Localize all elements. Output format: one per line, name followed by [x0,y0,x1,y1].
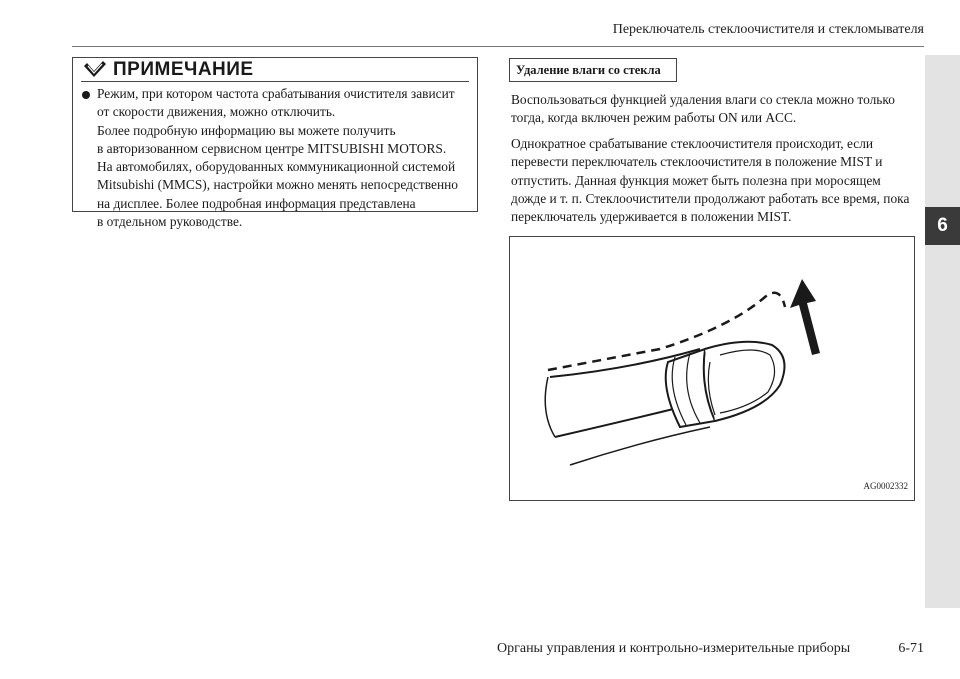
chapter-side-strip [925,55,960,608]
note-check-icon [83,60,107,80]
note-body [97,85,469,231]
note-line: Режим, при котором частота срабатывания очистителя зависит [97,86,455,101]
paragraph-line: Воспользоваться функцией удаления влаги со стекла можно только [511,92,895,107]
paragraph-line: Однократное срабатывание стеклоочистителя происходит, если [511,136,874,151]
note-line: на дисплее. Более подробная информация представлена [97,195,416,211]
chapter-tab: 6 [925,207,960,245]
paragraph-line: тогда, когда включен режим работы ON или ACC. [511,110,797,126]
note-line: в авторизованном сервисном центре MITSUBISHI MOTORS. [97,140,447,156]
note-box [72,57,478,230]
lever-shadow-edge [570,427,710,465]
note-header [83,60,254,80]
note-divider [81,81,469,82]
wiper-lever-figure [509,236,915,501]
up-arrow-icon [790,279,820,355]
running-header: Переключатель стеклоочистителя и стекломывателя [612,22,924,37]
section-paragraph-2 [511,135,916,226]
page-number: 6-71 [898,641,924,656]
section-paragraph-1 [511,91,916,128]
note-line: На автомобилях, оборудованных коммуникационной системой [97,159,456,175]
paragraph-line: отпустить. Данная функция может быть полезна при моросящем [511,172,881,188]
paragraph-line: дожде и т. п. Стеклоочистители продолжают работать все время, пока [511,190,910,206]
note-line: в отдельном руководстве. [97,214,243,230]
note-title: ПРИМЕЧАНИЕ [113,59,254,80]
wiper-lever-illustration [510,237,916,502]
lever-lower-edge [555,405,690,437]
note-line: Mitsubishi (MMCS), настройки можно менять непосредственно [97,177,458,193]
header-rule [72,46,924,47]
note-line: Более подробную информацию вы можете получить [97,122,396,138]
section-heading: Удаление влаги со стекла [509,58,677,82]
figure-code: AG0002332 [863,481,908,491]
paragraph-line: переключатель удерживается в положении MIST. [511,209,792,225]
lever-left-edge [545,377,555,437]
bullet-icon [82,91,90,99]
note-line: от скорости движения, можно отключить. [97,104,336,120]
paragraph-line: перевести переключатель стеклоочистителя в положение MIST и [511,154,883,170]
footer-section-title: Органы управления и контрольно-измерительные приборы [497,641,851,656]
